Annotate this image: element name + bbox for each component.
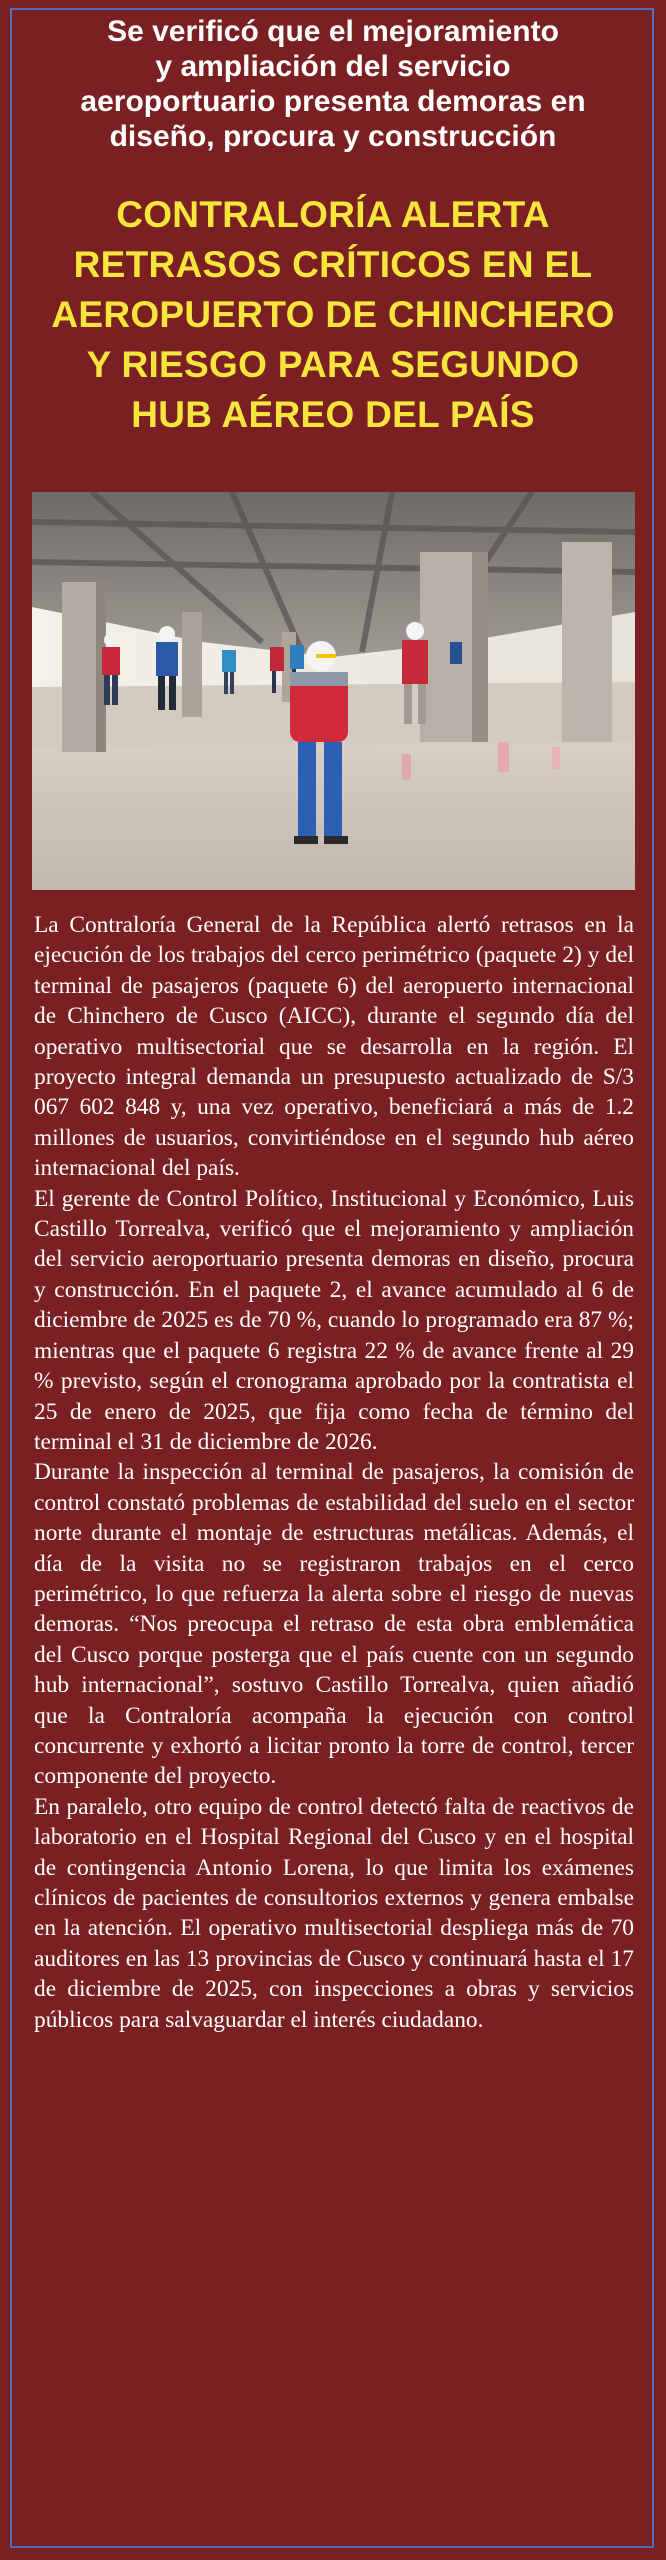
paragraph: Durante la inspección al terminal de pasajeros, la comisión de control constató problemas de estabilidad del suelo en el sector norte durante el montaje de estructuras metálicas. Además, el día de la visita no se registraron trabajos en el cerco perimétrico, lo que refuerza la alerta sobre el riesgo de nuevas demoras. “Nos preocupa el retraso de esta obra emblemática del Cusco porque posterga que el país cuente con un segundo hub internacional”, sostuvo Castillo Torrealva, quien añadió que la Contraloría acompaña la ejecución con control concurrente y exhortó a licitar pronto la torre de control, tercer componente del proyecto.	[34, 1459, 634, 1790]
headline-line: HUB AÉREO DEL PAÍS	[131, 394, 535, 435]
kicker-line: diseño, procura y construcción	[109, 120, 557, 153]
kicker-line: aeroportuario presenta demoras en	[80, 85, 586, 118]
kicker	[20, 14, 646, 154]
kicker-line: Se verificó que el mejoramiento	[107, 15, 559, 48]
article-photo	[32, 492, 635, 890]
paragraph: La Contraloría General de la República alertó retrasos en la ejecución de los trabajos del cerco perimétrico (paquete 2) y del terminal de pasajeros (paquete 6) del aeropuerto internacional de Chinchero de Cusco (AICC), durante el segundo día del operativo multisectorial que se desarrolla en la región. El proyecto integral demanda un presupuesto actualizado de S/3 067 602 848 y, una vez operativo, beneficiará a más de 1.2 millones de usuarios, convirtiéndose en el segundo hub aéreo internacional del país.	[34, 912, 634, 1182]
headline-line: CONTRALORÍA ALERTA	[116, 194, 550, 235]
headline-line: AEROPUERTO DE CHINCHERO	[51, 294, 615, 335]
kicker-line: y ampliación del servicio	[155, 50, 511, 83]
paragraph: En paralelo, otro equipo de control detectó falta de reactivos de laboratorio en el Hospital Regional del Cusco y en el hospital de contingencia Antonio Lorena, lo que limita los exámenes clínicos de pacientes de consultorios externos y genera embalse en la atención. El operativo multisectorial despliega más de 70 auditores en las 13 provincias de Cusco y continuará hasta el 17 de diciembre de 2025, con inspecciones a obras y servicios públicos para salvaguardar el interés ciudadano.	[34, 1793, 634, 2033]
headline-line: RETRASOS CRÍTICOS EN EL	[73, 244, 593, 285]
headline-line: Y RIESGO PARA SEGUNDO	[86, 344, 580, 385]
article-body	[34, 910, 634, 2035]
headline	[20, 190, 646, 440]
paragraph: El gerente de Control Político, Institucional y Económico, Luis Castillo Torrealva, verificó que el mejoramiento y ampliación del servicio aeroportuario presenta demoras en diseño, procura y construcción. En el paquete 2, el avance acumulado al 6 de diciembre de 2025 es de 70 %, cuando lo programado era 87 %; mientras que el paquete 6 registra 22 % de avance frente al 29 % previsto, según el cronograma aprobado por la contratista el 25 de enero de 2025, que fija como fecha de término del terminal el 31 de diciembre de 2026.	[34, 1185, 634, 1455]
